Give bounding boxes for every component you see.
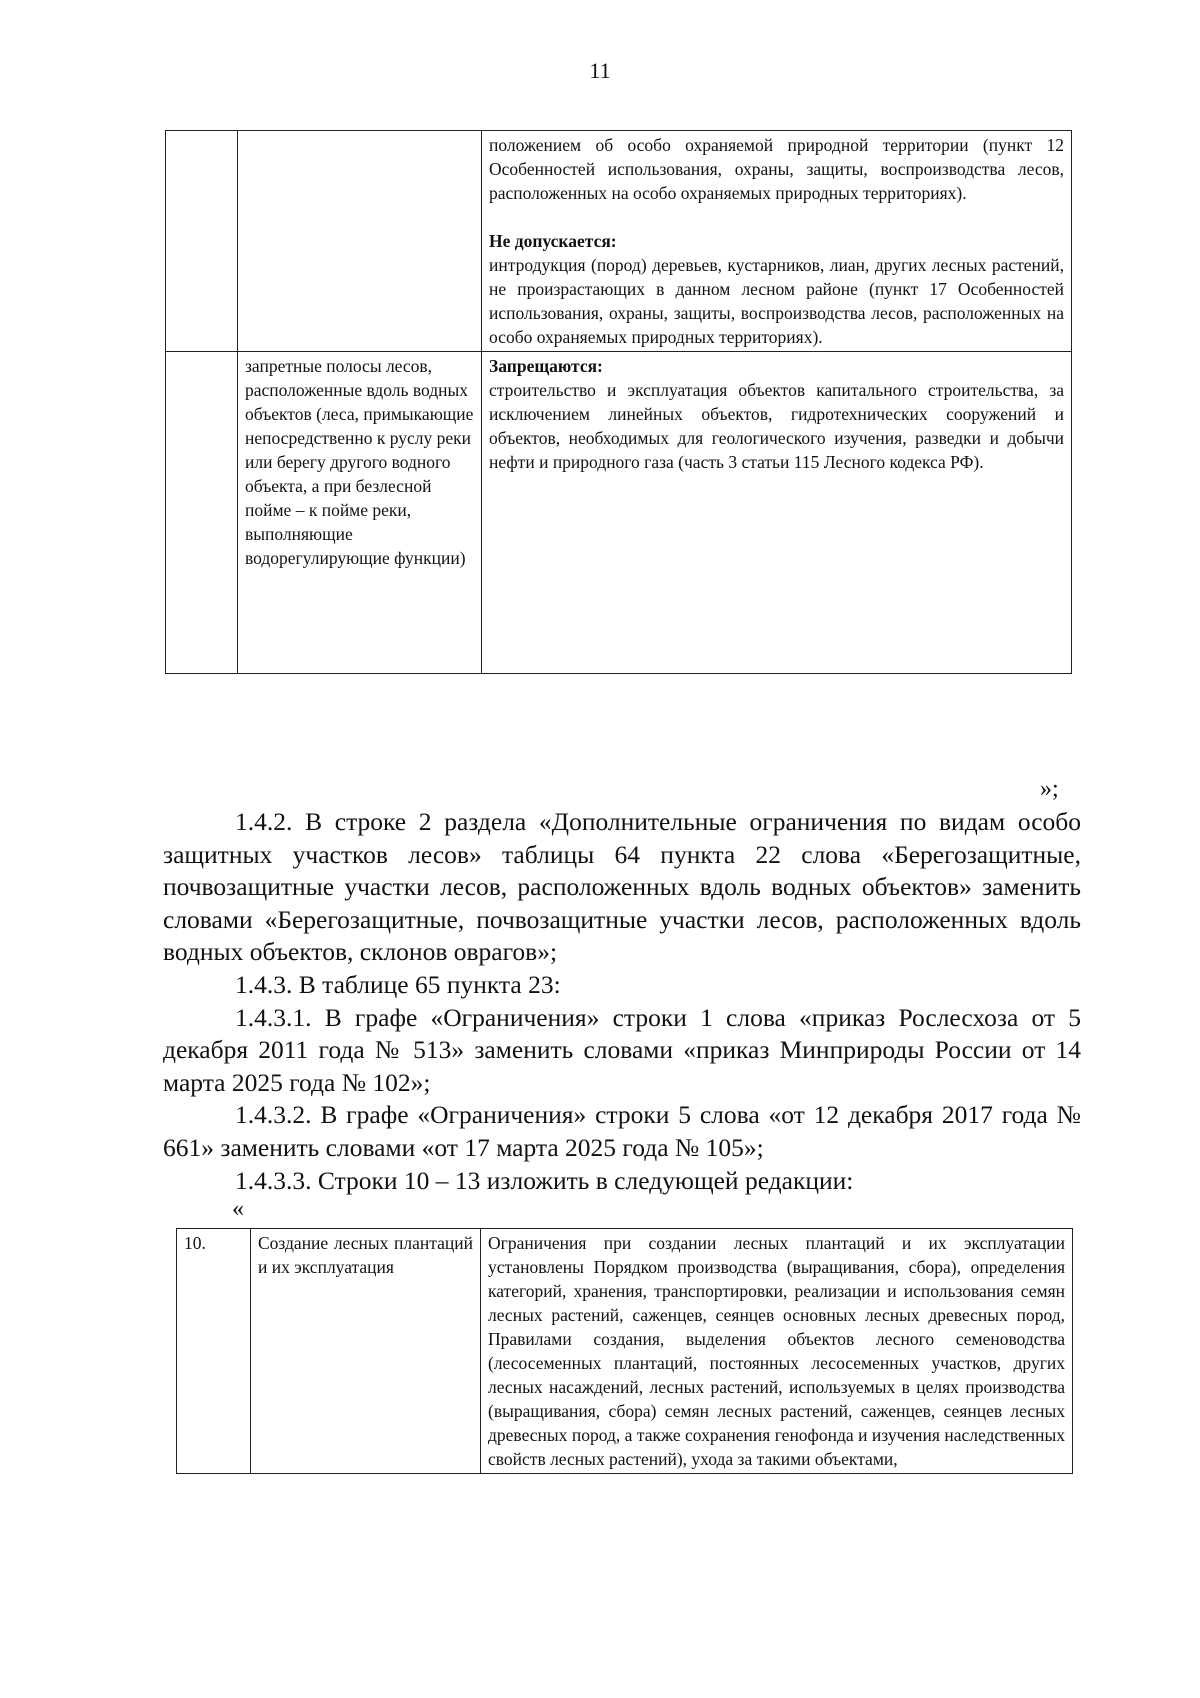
restriction-heading: Не допускается: [489, 231, 617, 251]
restriction-text: положением об особо охраняемой природной территории (пункт 12 Особенностей использования, охраны, защиты, воспроизводства лесов, расположенных на особо охраняемых природных территориях). [489, 135, 1064, 203]
restriction-text: интродукция (пород) деревьев, кустарников, лиан, других лесных растений, не произрастающих в данном лесном районе (пункт 17 Особенностей использования, охраны, защиты, воспроизводства лесов, расположенных на особо охраняемых природных территориях). [489, 255, 1064, 347]
opening-quote: « [232, 1196, 244, 1222]
restrictions-table-new-rows [176, 1228, 1073, 1474]
table-row [166, 131, 1072, 352]
cell-category [238, 131, 482, 352]
restrictions-table-continued [165, 130, 1072, 674]
paragraph: 1.4.3.3. Строки 10 – 13 изложить в следующей редакции: [235, 1165, 854, 1195]
cell-restriction [482, 352, 1072, 674]
closing-quote: »; [1040, 776, 1059, 802]
paragraph: 1.4.3. В таблице 65 пункта 23: [235, 969, 561, 999]
paragraph: 1.4.3.1. В графе «Ограничения» строки 1 слова «приказ Рослесхоза от 5 декабря 2011 года № 513» заменить словами «приказ Минприроды России от 14 марта 2025 года № 102»; [163, 1002, 1081, 1097]
cell-number: 10. [177, 1229, 251, 1474]
cell-restriction: Ограничения при создании лесных плантаций и их эксплуатации установлены Порядком производства (выращивания, сбора), определения категорий, хранения, транспортировки, реализации и использования семян лесных растений, саженцев, сеянцев основных лесных древесных пород, Правилами создания, выделения объектов лесного семеноводства (лесосеменных плантаций, постоянных лесосеменных участков, других лесных насаждений, лесных растений, используемых в целях производства (выращивания, сбора) семян лесных растений, саженцев, сеянцев лесных древесных пород, а также сохранения генофонда и изучения наследственных свойств лесных растений), ухода за такими объектами, [481, 1229, 1073, 1474]
cell-number [166, 352, 238, 674]
cell-activity: Создание лесных плантаций и их эксплуатация [251, 1229, 481, 1474]
amendment-text [163, 806, 1081, 1197]
paragraph: 1.4.2. В строке 2 раздела «Дополнительные ограничения по видам особо защитных участков лесов» таблицы 64 пункта 22 слова «Берегозащитные, почвозащитные участки лесов, расположенных вдоль водных объектов» заменить словами «Берегозащитные, почвозащитные участки лесов, расположенных вдоль водных объектов, склонов оврагов»; [163, 807, 1081, 967]
cell-restriction [482, 131, 1072, 352]
table-row [166, 352, 1072, 674]
restriction-heading: Запрещаются: [489, 356, 603, 376]
table-row [177, 1229, 1073, 1474]
page-number: 11 [589, 58, 611, 83]
paragraph: 1.4.3.2. В графе «Ограничения» строки 5 слова «от 12 декабря 2017 года № 661» заменить словами «от 17 марта 2025 года № 105»; [163, 1100, 1081, 1162]
restriction-text: строительство и эксплуатация объектов капитального строительства, за исключением линейных объектов, гидротехнических сооружений и объектов, необходимых для геологического изучения, разведки и добычи нефти и природного газа (часть 3 статьи 115 Лесного кодекса РФ). [489, 380, 1064, 472]
cell-number [166, 131, 238, 352]
cell-category: запретные полосы лесов, расположенные вдоль водных объектов (леса, примыкающие непосредственно к руслу реки или берегу другого водного объекта, а при безлесной пойме – к пойме реки, выполняющие водорегулирующие функции) [238, 352, 482, 674]
